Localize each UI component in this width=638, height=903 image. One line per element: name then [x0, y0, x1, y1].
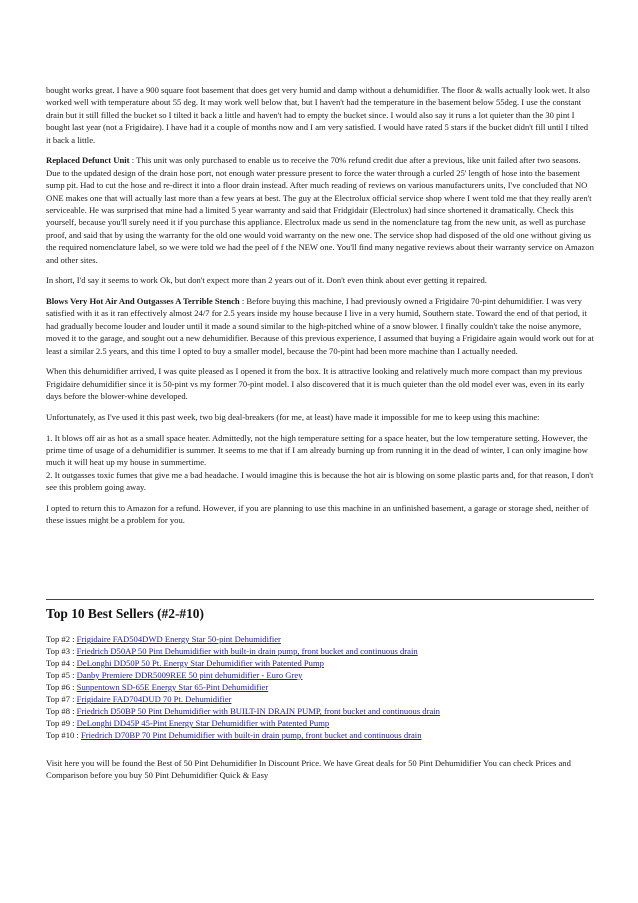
list-item [46, 717, 594, 729]
list-item [46, 693, 594, 705]
product-link[interactable]: Sunpentown SD-65E Energy Star 65-Pint Dehumidifier [76, 682, 269, 692]
rank-label: Top #4 : [46, 658, 77, 668]
product-link[interactable]: DeLonghi DD50P 50 Pt. Energy Star Dehumidifier with Patented Pump [76, 658, 324, 668]
review-paragraph: 1. It blows off air as hot as a small space heater. Admittedly, not the high temperature setting for a space heater, but the low temperature setting. However, the prime time of usage of a dehumidifier is summer. It seems to me that if I am already burning up from running it in the dead of winter, I can only imagine how much it will heat up my house in summertime. [46, 432, 588, 468]
review-title: Replaced Defunct Unit [46, 155, 130, 166]
product-link[interactable]: Frigidaire FAD704DUD 70 Pt. Dehumidifier [76, 694, 232, 704]
best-sellers-title: Top 10 Best Sellers (#2-#10) [46, 606, 204, 621]
list-item [46, 705, 594, 717]
review-paragraph: Due to the updated design of the drain hose port, not enough water pressure present to force the water through a curled 25' length of hose into the basement sump pit. Had to cut the hose and re-direct it into a floor drain instead. After much reading of reviews on various manufacturers units, I've concluded that NO ONE makes one that will actually last more than a few years at best. The guy at the Electrolux official service shop where I went told me that they really aren't serviceable. He was surprised that mine had a limited 5 year warranty and said that Fridgidair (Electrolux) had since shortened it dramatically. Check this yourself, because you'll surely need it if you purchase this appliance. Electrolux made us send in the nomenclature tag from the new unit, as well as purchase proof, and said that by using the warranty for the old one would void warranty on the new one. The service shop had disposed of the old one without giving us the required nomenclature label, so we were told we had the peel of f the NEW one. You'll find many negative reviews about their warranty service on Amazon and other sites. [46, 167, 594, 265]
review-content [46, 84, 594, 535]
section-divider [46, 599, 594, 600]
rank-label: Top #2 : [46, 634, 77, 644]
rank-label: Top #9 : [46, 718, 77, 728]
list-item [46, 645, 594, 657]
product-link[interactable]: Frigidaire FAD504DWD Energy Star 50-pint Dehumidifier [76, 634, 281, 644]
product-link[interactable]: Friedrich D50AP 50 Pint Dehumidifier with built-in drain pump, front bucket and continuous drain [76, 646, 418, 656]
product-link[interactable]: DeLonghi DD45P 45-Pint Energy Star Dehumidifier with Patented Pump [76, 718, 330, 728]
rank-label: Top #10 : [46, 730, 81, 740]
rank-label: Top #7 : [46, 694, 77, 704]
list-item [46, 669, 594, 681]
rank-label: Top #5 : [46, 670, 77, 680]
list-item [46, 729, 594, 741]
review-paragraph [46, 154, 594, 166]
review-text: : This unit was only purchased to enable us to receive the 70% refund credit due after a previous, like unit failed after two seasons. [129, 155, 581, 166]
review-title: Blows Very Hot Air And Outgasses A Terrible Stench [46, 295, 240, 306]
review-paragraph: 2. It outgasses toxic fumes that give me a bad headache. I would imagine this is because the hot air is blowing on some plastic parts and, for that reason, I don't see this problem going away. [46, 469, 594, 493]
rank-label: Top #8 : [46, 706, 77, 716]
list-item [46, 633, 594, 645]
list-item [46, 657, 594, 669]
review-paragraph: When this dehumidifier arrived, I was quite pleased as I opened it from the box. It is attractive looking and relatively much more compact than my previous Frigidaire dehumidifier since it is 50-pint vs my former 70-pint model. I also discovered that it is much quieter than the old model ever was, even in its early days before the blower-whine developed. [46, 366, 585, 402]
product-link[interactable]: Friedrich D50BP 50 Pint Dehumidifier with BUILT-IN DRAIN PUMP, front bucket and continuous drain [76, 706, 440, 716]
product-link[interactable]: Friedrich D70BP 70 Pint Dehumidifier with built-in drain pump, front bucket and continuous drain [80, 730, 422, 740]
review-paragraph: Unfortunately, as I've used it this past week, two big deal-breakers (for me, at least) have made it impossible for me to keep using this machine: [46, 411, 540, 422]
review-paragraph: bought works great. I have a 900 square foot basement that does get very humid and damp without a dehumidifier. The floor & walls actually look wet. It also worked well with temperature about 55 deg. It may work well below that, but I haven't had the temperature in the basement below 55deg. I use the constant drain but it still filled the bucket so I tilted it back a little and haven't had to empty the bucket since. I would also say it runs a lot quieter than the 30 pint I bought last year (not a Frigidaire). I have had it a couple of months now and I am very satisfied. I would have rated 5 stars if the bucket didn't fill until I tilted it back a little. [46, 85, 590, 145]
best-sellers-list [46, 633, 594, 741]
list-item [46, 681, 594, 693]
closing-paragraph: Visit here you will be found the Best of 50 Pint Dehumidifier In Discount Price. We have Great deals for 50 Pint Dehumidifier You can check Prices and Comparison before you buy 50 Pint Dehumidifier Quick & Easy [46, 758, 571, 781]
review-paragraph [46, 295, 594, 357]
rank-label: Top #6 : [46, 682, 77, 692]
review-paragraph: In short, I'd say it seems to work Ok, but don't expect more than 2 years out of it. Don't even think about ever getting it repaired. [46, 275, 487, 286]
review-text: : Before buying this machine, I had previously owned a Frigidaire 70-pint dehumidifier. I was very satisfied with it as it ran effectively almost 24/7 for 2.5 years inside my house because I live in a very humid, Southern state. Toward the end of that period, it had gradually become louder and louder until it made a sound similar to the high-pitched whine of a snow blower. I finally couldn't take the noise anymore, moved it to the garage, and sought out a new dehumidifier. Because of this previous experience, I assumed that buying a Frigidaire again would work out for at least a similar 2.5 years, and this time I opted to buy a smaller model, because the 70-pint had been more machine than I actually needed. [46, 295, 594, 356]
review-paragraph: I opted to return this to Amazon for a refund. However, if you are planning to use this machine in an unfinished basement, a garage or storage shed, neither of these issues might be a problem for you. [46, 502, 589, 526]
rank-label: Top #3 : [46, 646, 77, 656]
product-link[interactable]: Danby Premiere DDR5009REE 50 pint dehumidifier - Euro Grey [76, 670, 303, 680]
